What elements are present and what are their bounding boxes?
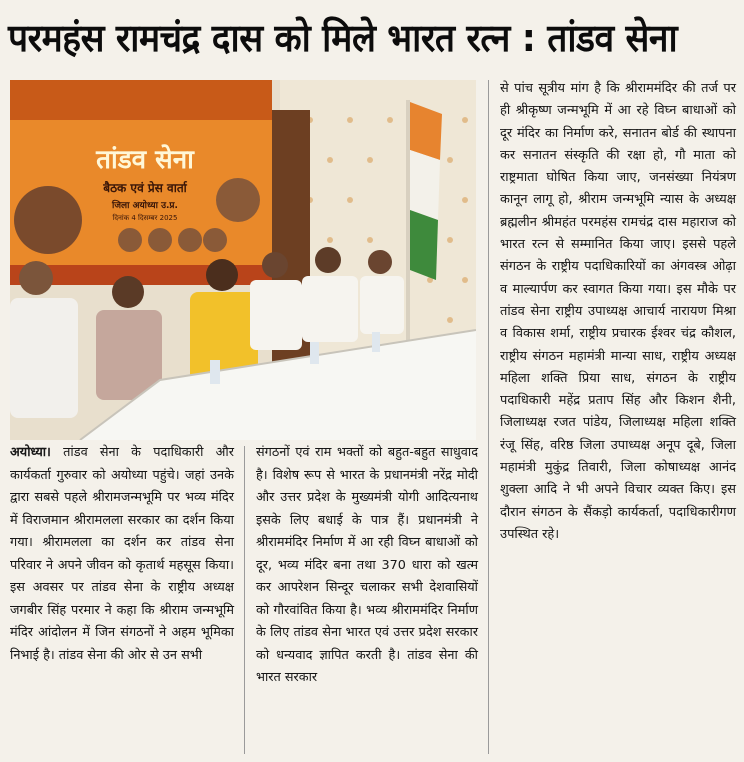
- banner-location: जिला अयोध्या उ.प्र.: [112, 201, 178, 211]
- article-column-2: [256, 442, 478, 690]
- column-divider-2: [488, 80, 489, 754]
- article-column-3: [500, 78, 736, 546]
- column-3-text: से पांच सूत्रीय मांग है कि श्रीराममंदिर की तर्ज पर ही श्रीकृष्ण जन्मभूमि में आ रहे विघ्न बाधाओं को दूर मंदिर का निर्माण करे, सनातन बोर्ड की स्थापना कर सनातन संस्कृति की रक्षा हो, गौ माता को राष्ट्रमाता घोषित किया जाए, जनसंख्या नियंत्रण कानून लागू हो, श्रीराम जन्मभूमि न्यास के अध्यक्ष ब्रह्मलीन श्रीमहंत परमहंस रामचंद्र दास महाराज को भारत रत्न से सम्मानित किया जाए। इससे पहले संगठन के राष्ट्रीय पदाधिकारियों का अंगवस्त्र ओढ़ा व माल्यार्पण कर स्वागत किया गया। इस मौके पर तांडव सेना राष्ट्रीय उपाध्यक्ष आचार्य नारायण मिश्रा व विकास शर्मा, राष्ट्रीय प्रचारक ईश्वर चंद्र कौशल, राष्ट्रीय संगठन महामंत्री मान्या साध, राष्ट्रीय अध्यक्ष महिला शक्ति प्रिया साध, संगठन के राष्ट्रीय पदाधिकारी महेंद्र प्रताप सिंह और किशन शैनी, जिलाध्यक्ष रजत पांडेय, जिलाध्यक्ष महिला शक्ति रंजू सिंह, वरिष्ठ जिला उपाध्यक्ष अनूप दूबे, जिला महामंत्री मुकुंद्र तिवारी, जिला कोषाध्यक्ष आनंद शुक्ला आदि ने भी अपने विचार व्यक्त किए। इस दौरान संगठन के सैंकड़ो कार्यकर्ता, पदाधिकारीगण उपस्थित रहे।: [500, 81, 736, 542]
- banner-date: दिनांक 4 दिसम्बर 2025: [112, 214, 178, 222]
- article-column-1: [10, 442, 234, 667]
- column-2-text: संगठनों एवं राम भक्तों को बहुत-बहुत साधुवाद है। विशेष रूप से भारत के प्रधानमंत्री नरेंद्र मोदी और उत्तर प्रदेश के मुख्यमंत्री योगी आदित्यनाथ इसके लिए बधाई के पात्र हैं। प्रधानमंत्री ने श्रीराममंदिर निर्माण में आ रही विघ्न बाधाओं को दूर, भव्य मंदिर बना तथा 370 धारा को खत्म कर आपरेशन सिन्दूर चलाकर सभी देशवासियों को गौरवांवित किया है। भव्य श्रीराममंदिर निर्माण के लिए तांडव सेना भारत एवं उत्तर प्रदेश सरकार को धन्यवाद ज्ञापित करती है। तांडव सेना की भारत सरकार: [256, 445, 478, 685]
- press-conference-photo: [10, 80, 476, 440]
- column-1-text: तांडव सेना के पदाधिकारी और कार्यकर्ता गुरुवार को अयोध्या पहुंचे। जहां उनके द्वारा सबसे पहले श्रीरामजन्मभूमि पर भव्य मंदिर में विराजमान श्रीरामलला सरकार का दर्शन किया गया। श्रीरामलला का दर्शन कर तांडव सेना परिवार ने अपने जीवन को कृतार्थ महसूस किया। इस अवसर पर तांडव सेना के राष्ट्रीय अध्यक्ष जगबीर सिंह परमार ने कहा कि श्रीराम जन्मभूमि मंदिर आंदोलन में जिन संगठनों ने अहम भूमिका निभाई है। तांडव सेना की ओर से उन सभी: [10, 445, 234, 663]
- banner-subtitle: बैठक एवं प्रेस वार्ता: [103, 181, 187, 195]
- dateline: अयोध्या।: [10, 445, 51, 460]
- headline: परमहंस रामचंद्र दास को मिले भारत रत्न : तांडव सेना: [8, 16, 678, 60]
- banner-title: तांडव सेना: [96, 145, 194, 175]
- column-divider-1: [244, 446, 245, 754]
- photo-illustration: [10, 80, 476, 440]
